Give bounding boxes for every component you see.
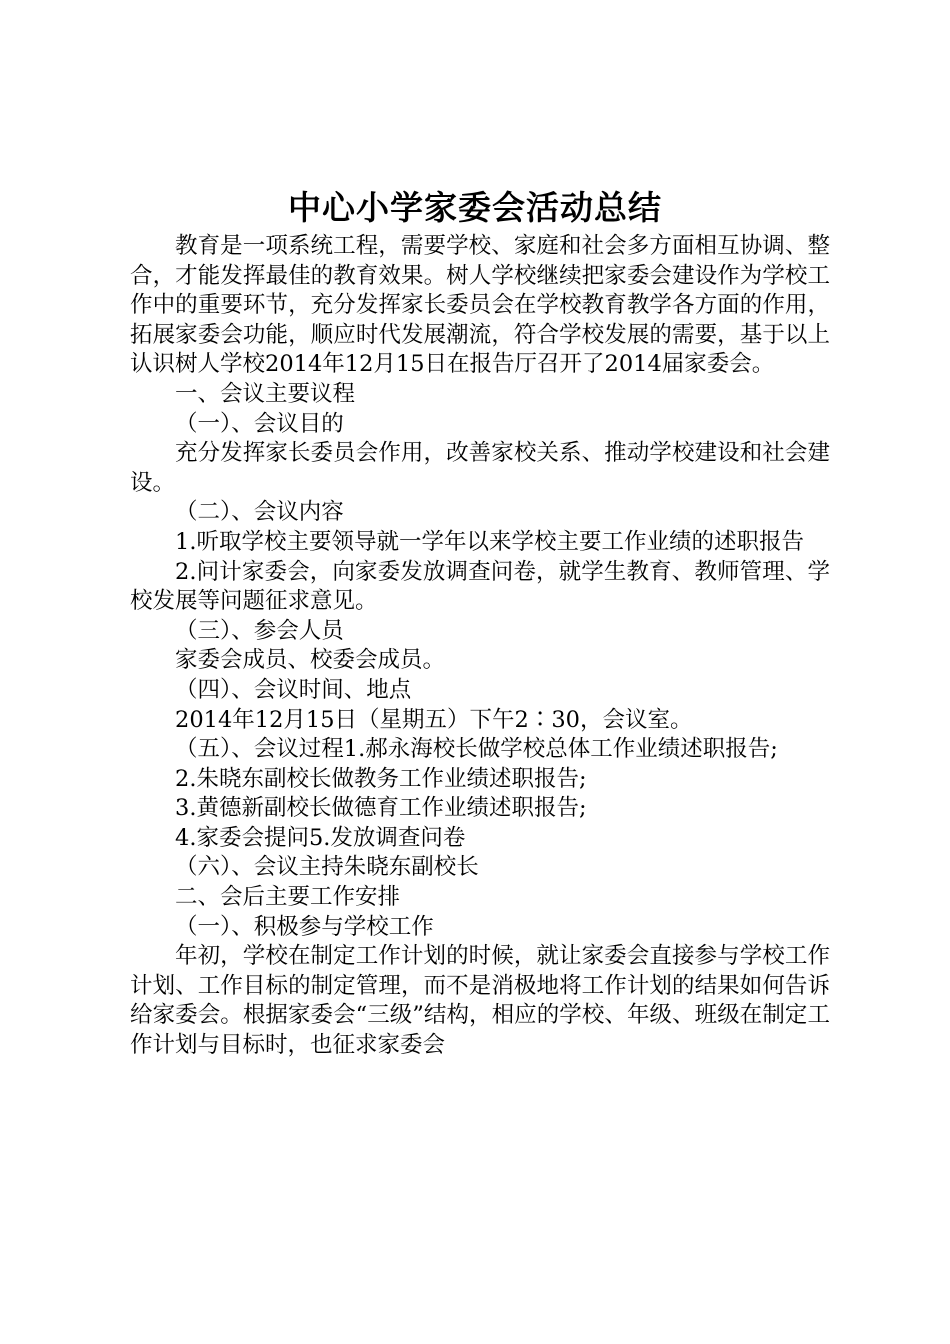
subheading-attendees: （三）、参会人员 <box>175 617 344 644</box>
subheading-meeting-purpose: （一）、会议目的 <box>175 410 344 437</box>
paragraph-meeting-purpose: 充分发挥家长委员会作用，改善家校关系、推动学校建设和社会建设。 <box>130 440 830 496</box>
heading-section-2: 二、会后主要工作安排 <box>175 884 401 911</box>
subheading-meeting-process: （五）、会议过程1.郝永海校长做学校总体工作业绩述职报告; <box>175 736 778 763</box>
list-item-process-3: 3.黄德新副校长做德育工作业绩述职报告; <box>175 795 587 822</box>
paragraph-intro: 教育是一项系统工程，需要学校、家庭和社会多方面相互协调、整合，才能发挥最佳的教育效果。树人学校继续把家委会建设作为学校工作中的重要环节，充分发挥家长委员会在学校教育教学各方面的作用，拓展家委会功能，顺应时代发展潮流，符合学校发展的需要，基于以上认识树人学校2014年12月15日在报告厅召开了2014届家委会。 <box>130 233 830 378</box>
paragraph-participate: 年初，学校在制定工作计划的时候，就让家委会直接参与学校工作计划、工作目标的制定管理，而不是消极地将工作计划的结果如何告诉给家委会。根据家委会“三级”结构，相应的学校、年级、班级在制定工作计划与目标时，也征求家委会 <box>130 943 830 1059</box>
document-body <box>130 232 830 1061</box>
subheading-host: （六）、会议主持朱晓东副校长 <box>175 854 479 881</box>
subheading-time-place: （四）、会议时间、地点 <box>175 676 412 703</box>
list-item-process-4-5: 4.家委会提问5.发放调查问卷 <box>175 824 466 851</box>
list-item-content-2: 2.问计家委会，向家委发放调查问卷，就学生教育、教师管理、学校发展等问题征求意见。 <box>130 558 830 615</box>
paragraph-time-place: 2014年12月15日（星期五）下午2∶30，会议室。 <box>175 706 693 733</box>
list-item-process-2: 2.朱晓东副校长做教务工作业绩述职报告; <box>175 765 587 792</box>
list-item-content-1: 1.听取学校主要领导就一学年以来学校主要工作业绩的述职报告 <box>175 528 804 555</box>
heading-section-1: 一、会议主要议程 <box>175 380 356 407</box>
subheading-meeting-content: （二）、会议内容 <box>175 499 344 526</box>
document-title: 中心小学家委会活动总结 <box>288 188 662 227</box>
subheading-participate: （一）、积极参与学校工作 <box>175 913 434 940</box>
paragraph-attendees: 家委会成员、校委会成员。 <box>175 647 446 674</box>
